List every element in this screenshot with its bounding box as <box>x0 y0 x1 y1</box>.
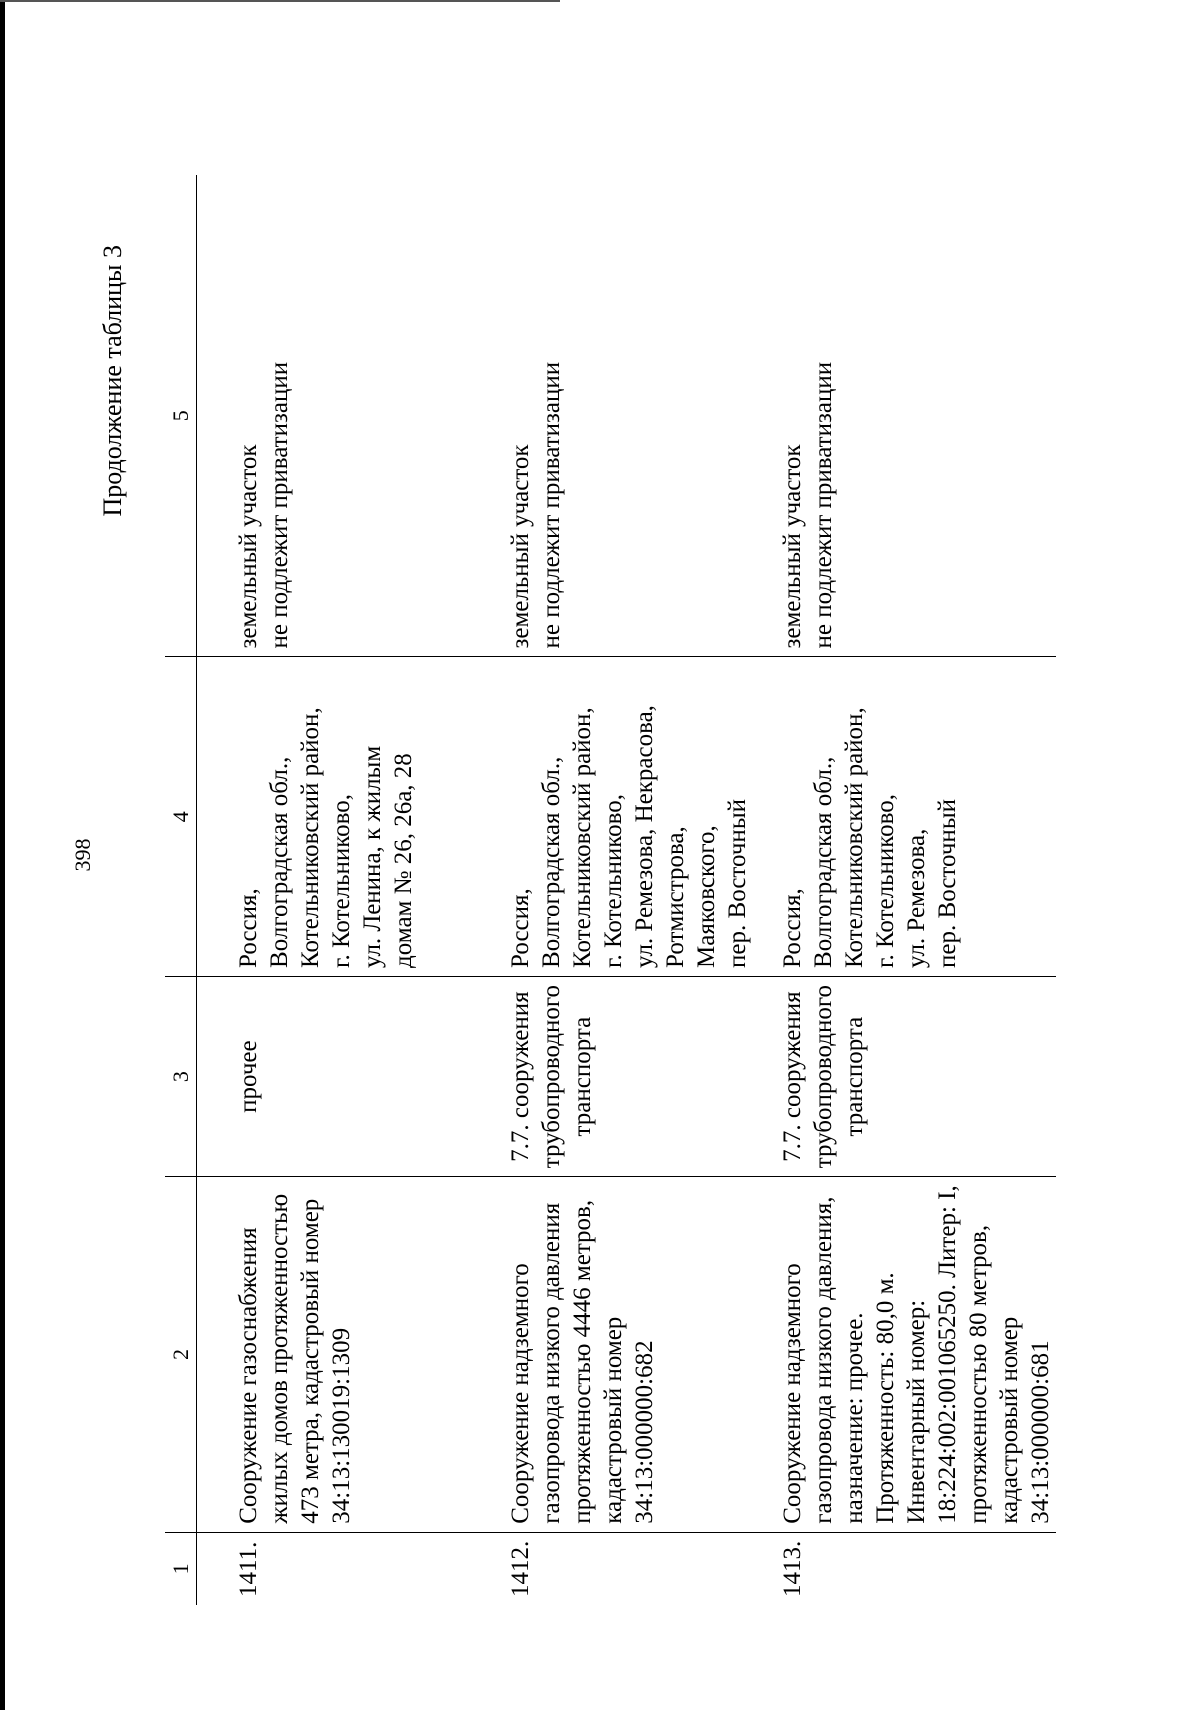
object-address-line: ул. Ремезова, Некрасова, <box>631 705 658 968</box>
column-header-1: 1 <box>165 1532 197 1605</box>
object-note-cell <box>493 175 765 657</box>
object-name-line: Сооружение надземного <box>507 1263 534 1524</box>
table-continuation-label: Продолжение таблицы 3 <box>98 245 127 517</box>
object-name-line: кадастровый номер <box>996 1316 1023 1524</box>
row-number-cell: 1411. <box>235 1541 262 1597</box>
object-address-line: пер. Восточный <box>934 799 961 968</box>
object-address-line: Россия, <box>235 888 262 968</box>
object-name-line: газопровода низкого давления, <box>810 1196 837 1524</box>
object-type-line: транспорта <box>569 1016 596 1137</box>
object-type-line: прочее <box>235 1040 262 1113</box>
object-name-line: 34:13:000000:681 <box>1027 1340 1054 1524</box>
object-address-line: ул. Ремезова, <box>903 828 930 968</box>
object-type-line: 7.7. сооружения <box>779 991 806 1162</box>
object-type-line: трубопроводного <box>810 984 837 1169</box>
object-address-line: пер. Восточный <box>724 799 751 968</box>
object-name-line: жилых домов протяженностью <box>266 1193 293 1524</box>
table-row <box>197 175 494 1605</box>
object-name-line: 473 метра, кадастровый номер <box>297 1198 324 1524</box>
table-row <box>765 175 1056 1605</box>
object-address-line: г. Котельниково, <box>600 794 627 968</box>
object-type-line: 7.7. сооружения <box>507 991 534 1162</box>
object-type-cell <box>493 976 765 1176</box>
object-type-cell <box>197 976 494 1176</box>
object-name-line: 18:224:002:001065250. Литер: I, <box>934 1185 961 1524</box>
object-address-line: Россия, <box>779 888 806 968</box>
object-address-line: Россия, <box>507 888 534 968</box>
object-name-line: протяженностью 80 метров, <box>965 1224 992 1524</box>
object-address-cell <box>197 657 494 976</box>
object-name-line: кадастровый номер <box>600 1316 627 1524</box>
object-address-line: Котельниковский район, <box>841 707 868 968</box>
object-address-line: Маяковского, <box>693 825 720 968</box>
object-note-line: земельный участок <box>779 444 806 649</box>
row-number-cell: 1413. <box>779 1540 806 1597</box>
object-note-cell <box>765 175 1056 657</box>
column-header-2: 2 <box>165 1177 197 1532</box>
object-address-line: домам № 26, 26а, 28 <box>390 753 417 968</box>
object-name-line: 34:13:130019:1309 <box>328 1327 355 1524</box>
object-name-cell <box>493 1177 765 1532</box>
object-note-cell <box>197 175 494 657</box>
object-address-cell <box>493 657 765 976</box>
object-type-cell <box>765 976 1056 1176</box>
row-number-cell: 1412. <box>507 1540 534 1597</box>
column-header-4: 4 <box>165 657 197 976</box>
object-name-line: Инвентарный номер: <box>903 1299 930 1524</box>
property-table <box>165 175 1056 1605</box>
object-name-line: Сооружение газоснабжения <box>235 1227 262 1524</box>
object-note-line: не подлежит приватизации <box>266 361 293 649</box>
object-name-line: газопровода низкого давления <box>538 1202 565 1524</box>
object-type-line: транспорта <box>841 1016 868 1137</box>
object-name-line: протяженностью 4446 метров, <box>569 1199 596 1524</box>
object-name-line: Сооружение надземного <box>779 1263 806 1524</box>
object-note-line: земельный участок <box>507 444 534 649</box>
object-name-line: 34:13:000000:682 <box>631 1340 658 1524</box>
object-address-line: ул. Ленина, к жилым <box>359 745 386 968</box>
object-type-line: трубопроводного <box>538 984 565 1169</box>
column-header-5: 5 <box>165 175 197 657</box>
object-address-line: Котельниковский район, <box>297 707 324 968</box>
column-header-3: 3 <box>165 976 197 1176</box>
object-name-line: назначение: прочее. <box>841 1312 868 1524</box>
table-row <box>493 175 765 1605</box>
object-address-line: Волгоградская обл., <box>810 756 837 968</box>
object-note-line: не подлежит приватизации <box>538 361 565 649</box>
column-number-row <box>165 175 197 1605</box>
object-address-line: Волгоградская обл., <box>538 756 565 968</box>
object-address-line: г. Котельниково, <box>872 794 899 968</box>
object-name-cell <box>197 1177 494 1532</box>
object-name-line: Протяженность: 80,0 м. <box>872 1272 899 1524</box>
object-address-line: Волгоградская обл., <box>266 756 293 968</box>
object-address-line: Котельниковский район, <box>569 707 596 968</box>
object-note-line: не подлежит приватизации <box>810 361 837 649</box>
object-name-cell <box>765 1177 1056 1532</box>
object-address-line: Ротмистрова, <box>662 826 689 968</box>
page-number: 398 <box>70 838 95 872</box>
object-address-cell <box>765 657 1056 976</box>
object-address-line: г. Котельниково, <box>328 794 355 968</box>
object-note-line: земельный участок <box>235 444 262 649</box>
